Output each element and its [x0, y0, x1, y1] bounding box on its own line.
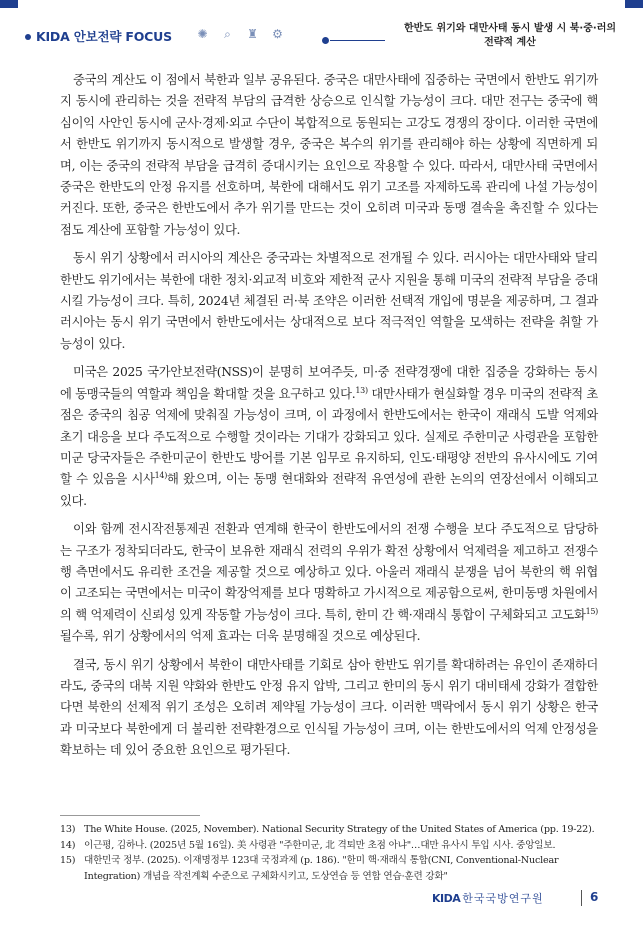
- search-icon: ⌕: [224, 27, 231, 41]
- footnote-number: 14): [60, 839, 76, 851]
- footnote-ref-14[interactable]: 14): [154, 471, 168, 481]
- footnote-text: The White House. (2025, November). National Security Strategy of the United States of America (pp. 19-22).: [84, 824, 595, 835]
- footnote-number: 13): [60, 824, 76, 835]
- header-divider-dot: [322, 37, 329, 44]
- footnote-divider: [60, 815, 200, 816]
- page-number: 6: [590, 890, 599, 904]
- footnote-text: 대한민국 정부. (2025). 이재명정부 123대 국정과제 (p. 186). "한미 핵·재래식 통합(CNI, Conventional-Nuclear Integration) 개념을 작전계획 수준으로 구체화시키고, 도상연습 등 연합 연습·훈련 강화": [84, 855, 559, 882]
- logo-text: 한국국방연구원: [462, 892, 544, 905]
- article-title-line-1: 한반도 위기와 대만사태 동시 발생 시 북·중·러의: [403, 23, 617, 34]
- article-title: [392, 22, 628, 50]
- footnote-ref-13[interactable]: 13): [355, 385, 368, 395]
- paragraph-3: [60, 362, 598, 512]
- bulb-icon: ✺: [197, 27, 208, 41]
- footnotes: [60, 822, 608, 884]
- header-divider: [330, 40, 385, 41]
- paragraph-1: 중국의 계산도 이 점에서 북한과 일부 공유된다. 중국은 대만사태에 집중하는 국면에서 한반도 위기까지 동시에 관리하는 것을 전략적 부담의 급격한 상승으로 인식할 가능성이 크다. 대만 전구는 중국에 핵심이익 사안인 동시에 군사·경제·외교 수단이 복합적으로 동원되는 고강도 경쟁의 장이다. 이러한 국면에서 한반도 위기까지 동시적으로 발생할 경우, 중국은 복수의 위기를 관리해야 하는 상황에 직면하게 되며, 이는 중국의 전략적 부담을 급격히 증대시키는 요인으로 작용할 수 있다. 따라서, 대만사태 국면에서 중국은 한반도의 안정 유지를 선호하며, 북한에 대해서도 위기 고조를 자제하도록 관리에 나설 가능성이 커진다. 또한, 중국은 한반도에서 추가 위기를 만드는 것이 오히려 미국과 동맹 결속을 촉진할 수 있다는 점도 계산에 포함할 가능성이 있다.: [60, 73, 598, 237]
- footnote-text: 이근평, 김하나. (2025년 5월 16일). 美 사령관 "주한미군, 北 격퇴만 초점 아냐"…대만 유사시 투입 시사. 중앙일보.: [84, 839, 556, 851]
- header-accent-bar-right: [625, 0, 643, 8]
- footnote-13: [60, 822, 608, 838]
- chess-icon: ♜: [247, 27, 258, 41]
- paragraph-5: 결국, 동시 위기 상황에서 북한이 대만사태를 기회로 삼아 한반도 위기를 확대하려는 유인이 존재하더라도, 중국의 대북 지원 약화와 한반도 안정 유지 압박, 그리고 한미의 동시 위기 대비태세 강화가 결합한다면 북한의 선제적 위기 조성은 오히려 제약될 가능성이 크다. 이러한 맥락에서 동시 위기 상황은 한국과 미국보다 북한에게 더 불리한 전략환경으로 인식될 가능성이 크며, 이는 한반도에서의 억제 안정성을 확보하는 데 있어 중요한 요인으로 평가된다.: [60, 657, 598, 758]
- paragraph-2: 동시 위기 상황에서 러시아의 계산은 중국과는 차별적으로 전개될 수 있다. 러시아는 대만사태와 달리 한반도 위기에서는 북한에 대한 정치·외교적 비호와 제한적 군사 지원을 통해 미국의 전략적 부담을 증대시킬 가능성이 크다. 특히, 2024년 체결된 러·북 조약은 이러한 선택적 개입에 명분을 제공하며, 그 결과 러시아는 동시 위기 국면에서 한반도에서는 상대적으로 보다 적극적인 역할을 모색하는 전략을 취할 가능성이 있다.: [60, 251, 598, 351]
- article-body: [60, 70, 598, 769]
- paragraph-4-text: 이와 함께 전시작전통제권 전환과 연계해 한국이 한반도에서의 전쟁 수행을 보다 주도적으로 담당하는 구조가 정착되더라도, 한국이 보유한 재래식 전력의 우위가 확전 상황에서 억제력을 제고하고 전쟁수행 측면에서도 유리한 조건을 제공할 것으로 예상하고 있다. 아울러 재래식 분쟁을 넘어 북한의 핵 위협이 고조되는 국면에서는 미국이 확장억제를 보다 명확하고 가시적으로 제공함으로써, 한미동맹 차원에서의 핵 억제력이 신뢰성 있게 작동할 가능성이 크다. 특히, 한미 간 핵·재래식 통합이 구체화되고 고도화: [60, 522, 598, 622]
- header-accent-bar: [0, 0, 18, 8]
- footnote-15: [60, 853, 608, 884]
- paragraph-3-end: 해 왔으며, 이는 동맹 현대화와 전략적 유연성에 관한 논의의 연장선에서 이해되고 있다.: [60, 472, 598, 508]
- kida-logo: [432, 889, 544, 907]
- paragraph-3-text: 미국은 2025 국가안보전략(NSS)이 분명히 보여주듯, 미·중 전략경쟁에 대한 집중을 강화하는 동시에 동맹국들의 역할과 책임을 확대할 것을 요구하고 있다.: [60, 365, 598, 401]
- footnote-ref-15[interactable]: 15): [585, 606, 598, 616]
- paragraph-3-continued: 대만사태가 현실화할 경우 미국의 전략적 초점은 중국의 침공 억제에 맞춰질 가능성이 크며, 이 과정에서 한반도에서는 한국이 재래식 도발 억제와 초기 대응을 보다 주도적으로 수행할 것이라는 기대가 강화되고 있다. 실제로 주한미군 사령관을 포함한 미군 당국자들은 주한미군이 한반도 방어를 기본 임무로 유지하되, 인도·태평양 전반의 유사시에도 기여할 수 있음을 시사: [60, 386, 599, 487]
- page-header: [0, 0, 643, 62]
- header-icon-row: [196, 28, 284, 41]
- header-bullet: [25, 34, 31, 40]
- gear-icon: ⚙: [272, 27, 283, 41]
- article-title-line-2: 전략적 계산: [484, 37, 536, 48]
- paragraph-4-end: 될수록, 위기 상황에서의 억제 효과는 더욱 분명해질 것으로 예상된다.: [60, 629, 421, 644]
- publication-title: KIDA 안보전략 FOCUS: [36, 29, 172, 44]
- logo-mark: KIDA: [432, 891, 461, 905]
- footnote-14: [60, 838, 608, 854]
- footnote-number: 15): [60, 855, 76, 866]
- footer-divider: [581, 890, 582, 906]
- paragraph-4: [60, 519, 598, 647]
